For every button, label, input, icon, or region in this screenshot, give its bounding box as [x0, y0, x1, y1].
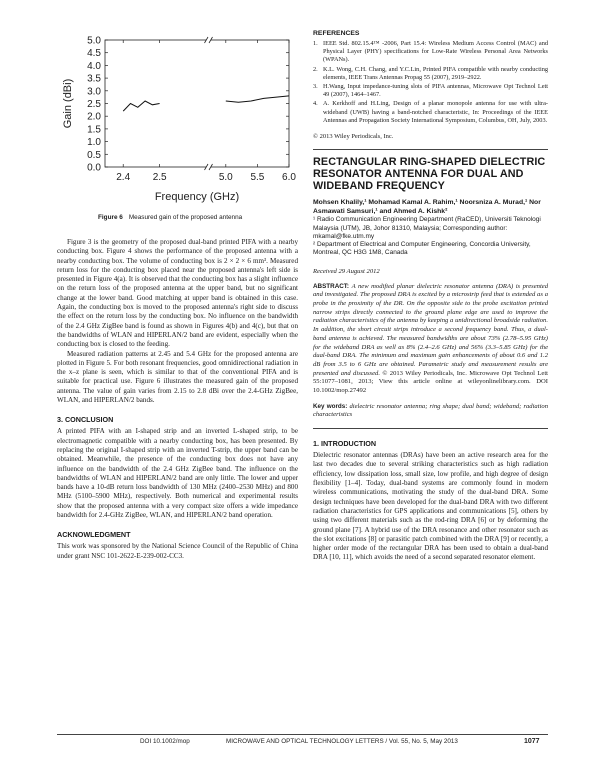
y-tick-label: 2.0: [87, 111, 101, 123]
reference-number: 2.: [313, 65, 318, 73]
article-title: RECTANGULAR RING-SHAPED DIELECTRIC RESONATOR ANTENNA FOR DUAL AND WIDEBAND FREQUENCY: [313, 156, 546, 192]
y-tick-label: 4.0: [87, 60, 101, 72]
figure-caption-label: Figure 6: [98, 214, 123, 221]
keywords-text: dielectric resonator antenna; ring shape; dual band; wideband; radiation characteristics: [313, 402, 548, 419]
y-tick-label: 1.0: [87, 137, 101, 149]
introduction-heading: 1. INTRODUCTION: [313, 439, 377, 449]
y-tick-label: 1.5: [87, 124, 101, 136]
reference-item: [313, 100, 548, 125]
footer-doi: DOI 10.1002/mop: [140, 738, 190, 745]
references-heading: REFERENCES: [313, 30, 360, 37]
x-tick-label: 5.5: [250, 172, 265, 183]
author-list: Mohsen Khalily,¹ Mohamad Kamal A. Rahim,¹ Noorsniza A. Murad,¹ Nor Asmawati Samsuri,¹ and Ahmed A. Kishk²: [313, 199, 541, 215]
acknowledgment-heading: ACKNOWLEDGMENT: [57, 530, 131, 540]
body-paragraph-2: Measured radiation patterns at 2.45 and 5.4 GHz for the proposed antenna are plotted in Figure 5. For both resonant frequencies, good omnidirectional radiation in the x–z plane is seen, which is similar to that of the conventional PIFA and is suitable for practical use. Figure 6 illustrates the measured gain of the proposed antenna. The value of gain varies from 2.15 to 2.8 dBi over the 2.4-GHz ZigBee, WLAN, and HIPERLAN/2 bands.: [57, 349, 298, 405]
figure-caption: [98, 214, 242, 221]
conclusion-paragraph: A printed PIFA with an I-shaped strip and an inverted L-shaped strip, to be electromagnetic compatible with a nearby conducting box, has been presented. By replacing the original I-shaped strip with an inverted T-strip, the upper band can be obtained. Meanwhile, the presence of the conducting box does not have any influence on the bandwidth of the 2.4 GHz ZigBee band. The influence on the bandwidths of WLAN and HIPERLAN/2 band are only little. The lower and upper bands have a 10-dB return loss bandwidth of 130 MHz (2400–2530 MHz) and 800 MHz (5100–5900 MHz), respectively. Both numerical and experimental results show that the proposed antenna with a very compact size offers a wide impedance bandwidth for 2.4-GHz ZigBee, WLAN, and HIPERLAN/2 band operation.: [57, 427, 298, 520]
abstract-tail: © 2013 Wiley Periodicals, Inc. Microwave Opt Technol Lett 55:1077–1081, 2013; View this article online at wileyonlinelibrary.com. DOI 10.1002/mop.27492: [313, 369, 548, 395]
reference-number: 3.: [313, 83, 318, 91]
affiliation-2: ² Department of Electrical and Computer Engineering, Concordia University, Montreal, QC H3G 1M8, Canada: [313, 240, 531, 257]
footer-rule: [57, 734, 548, 735]
reference-text: A. Kerkhoff and H.Ling, Design of a planar monopole antenna for use with ultra-wideband (UWB) having a band-notched characteristic, In: Proceedings of the IEEE Antennas and Propagation Society International Symposium, Columbus, OH, July, 2003.: [323, 100, 548, 124]
y-tick-label: 4.5: [87, 48, 101, 60]
right-column: [313, 30, 548, 563]
reference-number: 4.: [313, 100, 318, 108]
reference-number: 1.: [313, 40, 318, 47]
y-tick-label: 2.5: [87, 99, 101, 110]
reference-text: K.L. Wong, C.H. Chang, and Y.C.Lin, Printed PIFA compatible with nearby conducting elements, IEEE Trans Antennas Propag 55 (2007), 2919–2922.: [323, 65, 548, 81]
page-number: 1077: [524, 738, 540, 745]
y-tick-label: 0.5: [87, 149, 101, 161]
y-tick-label: 5.0: [87, 35, 101, 47]
reference-item: [313, 83, 548, 99]
series-line-2: [226, 96, 289, 102]
acknowledgment-paragraph: This work was sponsored by the National Science Council of the Republic of China under grant NSC 101-2622-E-239-002-CC3.: [57, 542, 298, 560]
affiliation-1: ¹ Radio Communication Engineering Department (RaCED), Universiti Teknologi Malaysia (UTM), JB, Johor 81310, Malaysia; Corresponding author: mkamal@fke.utm.my: [313, 216, 541, 240]
references-list: [313, 40, 548, 125]
x-tick-label: 5.0: [218, 172, 233, 183]
x-tick-label: 2.5: [152, 172, 167, 183]
y-axis-label: Gain (dBi): [62, 78, 74, 129]
abstract-label: ABSTRACT:: [313, 282, 350, 290]
figure-caption-text: Measured gain of the proposed antenna: [128, 214, 243, 221]
keywords-label: Key words:: [313, 402, 348, 410]
body-paragraph-1: Figure 3 is the geometry of the proposed dual-band printed PIFA with a nearby conducting box. Figure 4 shows the performance of the proposed antenna with a nearby conducting box. The volume of conducting box is 2 × 2 × 6 mm³. Measured return loss for the conducting box placed near the proposed antenna's left side is presented in Figure 4(a). It is observed that the conducting box has a slight influence on the return loss of the proposed antenna at the upper band, but no significant change at the lower band. Good matching at upper band is obtained in this case. Again, the conducting box is moved to the proposed antenna's right side to discuss the effect on the return loss by the conducting box. No influence on the bandwidth of the 2.4 GHz ZigBee band is found as shown in Figures 4(b) and 4(c), but that on the bandwidths of WLAN and HIPERLAN/2 band are evident, especially when the conducting box is closed to the feeding.: [57, 238, 298, 349]
reference-item: [313, 40, 548, 65]
reference-item: [313, 66, 548, 82]
gain-chart: [57, 28, 298, 218]
x-tick-label: 2.4: [116, 172, 131, 183]
introduction-paragraph: Dielectric resonator antennas (DRAs) have been an active research area for the last two decades due to several striking characteristics such as high radiation efficiency, low dissipation loss, small size, low profile, and high degree of design flexibility [1–4]. Today, dual-band systems are commonly found in modern wireless communications, motivating the study of the dual-band DRA. Some design techniques have been developed for the dual-band DRA with two different radiation characteristics for GPS applications and communications [5], others by using two different materials such as the rod-ring DRA [6] or by deforming the ground plane [7]. A hybrid use of the DRA resonance and other resonator such as the slot excitations [8] or parasitic patch combined with the DRA [9] or recently, a higher order mode of the rectangular DRA has been used to obtain a dual-band DRA [10, 11], which avoids the need of a second separated resonator element.: [313, 451, 548, 562]
y-tick-label: 0.0: [87, 162, 101, 174]
received-date: Received 29 August 2012: [313, 268, 380, 276]
series-line-1: [123, 101, 159, 111]
reference-text: H.Wang, Input impedance-tuning slots of PIFA antennas, Microwave Opt Technol Lett 49 (2007), 1464–1467.: [323, 83, 548, 99]
abstract: [313, 283, 548, 396]
abstract-text: A new modified planar dielectric resonator antenna (DRA) is presented and investigated. The proposed DRA is excited by a microstrip feed that is extended as a probe in the proximity of the DR. On the opposite side to the probe excitation printed narrow strips directly connected to the ground plane edge are used to improve the radiation characteristics of the antenna by keeping a unidirectional broadside radiation. In addition, the short circuit strips introduce a second frequency band. Thus, a dual-band antenna is achieved. The measured bandwidths are about 73% (2.78–5.95 GHz) for the wideband DRA as well as 8% (2.4–2.6 GHz) and 56% (3.3–5.85 GHz) for the dual-band DRA. The minimum and maximum gain enhancements of about 0.6 and 1.2 dB from 3.5 to 6 GHz are obtained. Parametric study and measurement results are presented and discussed.: [313, 282, 548, 377]
y-tick-label: 3.5: [87, 73, 101, 85]
reference-text: IEEE Std. 802.15.4™ -2006, Part 15.4: Wireless Medium Access Control (MAC) and Physical Layer (PHY) specifications for Low-Rate Wireless Personal Area Networks (WPANs).: [323, 40, 548, 64]
x-axis-label: Frequency (GHz): [154, 191, 240, 203]
footer-journal: MICROWAVE AND OPTICAL TECHNOLOGY LETTERS / Vol. 55, No. 5, May 2013: [226, 738, 458, 745]
copyright-line: © 2013 Wiley Periodicals, Inc.: [313, 133, 394, 141]
plot-frame: [105, 40, 289, 167]
keywords: [313, 403, 548, 420]
conclusion-heading: 3. CONCLUSION: [57, 415, 114, 425]
y-tick-label: 3.0: [87, 86, 101, 98]
x-tick-label: 6.0: [282, 172, 296, 183]
left-column: [57, 238, 298, 561]
